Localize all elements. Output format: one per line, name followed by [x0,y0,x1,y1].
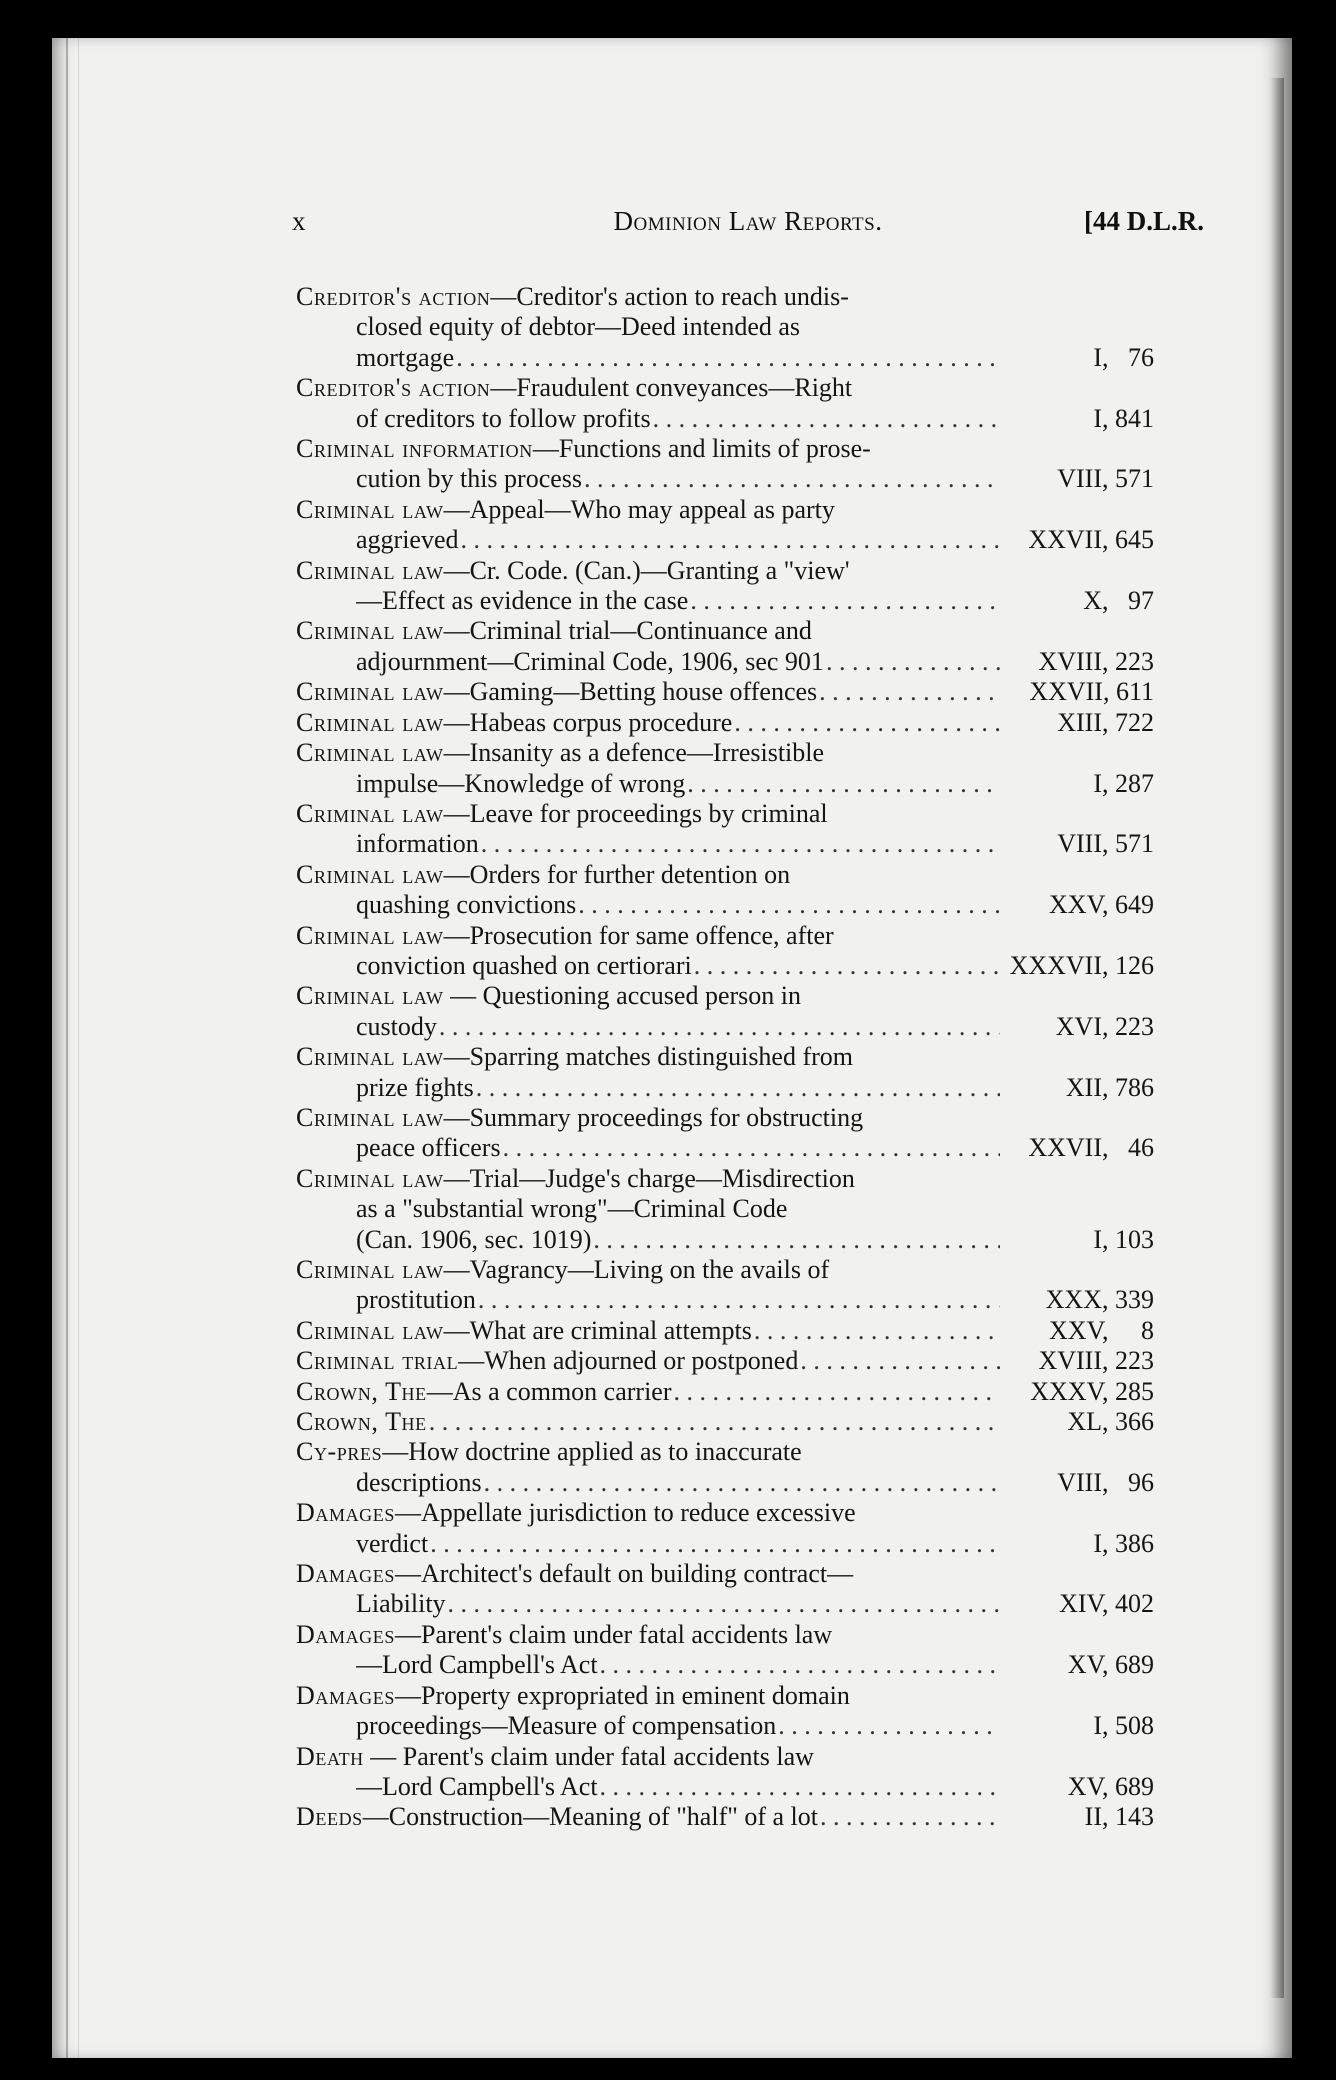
index-entry [296,495,1154,556]
entry-line-text: adjournment—Criminal Code, 1906, sec 901 [356,646,824,676]
volume-page-reference: I, 508 [1093,1711,1154,1741]
entry-line-text: —Fraudulent conveyances—Right [490,373,853,403]
entry-line [296,1377,1000,1407]
dot-leader [752,1316,1000,1346]
volume-page-reference: XXV, 8 [1049,1315,1154,1345]
entry-heading: Criminal law [296,859,444,889]
entry-line [356,312,1000,342]
entry-line [356,1073,1000,1103]
entry-line-text: —Prosecution for same offence, after [443,920,834,950]
entry-heading: Criminal law [296,616,444,646]
volume-page-reference: XL, 366 [1067,1407,1154,1437]
entry-heading: Cy-pres [296,1437,383,1467]
dot-leader [732,708,1000,738]
entry-text [296,495,1000,556]
volume-page-reference: XV, 689 [1067,1650,1154,1680]
entry-heading: Criminal information [296,434,533,464]
entry-line [296,495,1000,525]
dot-leader [479,829,1000,859]
dot-leader [598,1772,1000,1802]
index-entry [296,282,1154,373]
entry-line-text: —Property expropriated in eminent domain [394,1680,850,1710]
dot-leader [437,1012,1000,1042]
entry-line [356,1194,1000,1224]
entry-line [356,829,1000,859]
entry-line [296,1346,1000,1376]
entry-line [296,373,1000,403]
volume-page-reference: XVIII, 223 [1038,1346,1154,1376]
entry-heading: Death [296,1741,364,1771]
entry-text [296,373,1000,434]
entry-heading: Criminal law [296,1102,444,1132]
entry-line-text: verdict [356,1528,429,1558]
entry-line-text: aggrieved [356,525,459,555]
entry-heading: Criminal law [296,1255,444,1284]
entry-line-text: —Architect's default on building contract— [394,1559,854,1589]
entry-text [296,556,1000,617]
index-entry [296,1407,1154,1437]
entry-line-text: —Vagrancy—Living on the avails of [443,1255,830,1284]
index-entry [296,738,1154,799]
index-entry [296,556,1154,617]
index-entry [296,677,1154,707]
dot-leader [798,1346,1000,1376]
entry-text [296,282,1000,373]
entry-line-text: quashing convictions [356,890,577,920]
entry-text [296,1316,1000,1346]
entry-line-text: —What are criminal attempts [443,1315,752,1345]
index-entry [296,1802,1154,1832]
index-entry [296,1559,1154,1620]
dot-leader [598,1650,1000,1680]
entry-line-text: information [356,829,479,859]
index-entry [296,1498,1154,1559]
entry-heading: Criminal law [296,920,444,950]
entry-line [296,860,1000,890]
entry-heading: Criminal law [296,555,444,585]
entry-heading: Criminal law [296,981,444,1011]
entry-line [356,586,1000,616]
entry-line [296,1498,1000,1528]
index-entry [296,860,1154,921]
entry-line-text: —Sparring matches distinguished from [443,1042,854,1072]
index-entry [296,1164,1154,1255]
dot-leader [446,1589,1000,1619]
entry-line-text: of creditors to follow profits [356,403,651,433]
entry-line [296,921,1000,951]
dot-leader [817,677,1000,707]
running-title: Dominion Law Reports. [613,206,883,236]
index-entry [296,434,1154,495]
volume-page-reference: VIII, 571 [1057,829,1154,859]
volume-page-reference: I, 76 [1093,342,1154,372]
entry-line [356,1589,1000,1619]
entry-heading: Criminal trial [296,1346,459,1376]
entry-line [296,1681,1000,1711]
entry-line-text: —Lord Campbell's Act [356,1771,598,1801]
entry-line [296,1164,1000,1194]
entry-heading: Criminal law [296,677,444,707]
entry-heading: Creditor's action [296,373,491,403]
volume-page-reference: XII, 786 [1065,1072,1154,1102]
dot-leader [824,647,1000,677]
volume-page-reference: XXVII, 46 [1028,1133,1154,1163]
dot-leader [454,343,1000,373]
entry-text [296,1164,1000,1255]
volume-page-reference: XXV, 649 [1049,890,1154,920]
entry-line-text: closed equity of debtor—Deed intended as [356,312,801,342]
index-entry [296,1377,1154,1407]
dot-leader [688,586,1000,616]
entry-line-text: mortgage [356,342,455,372]
volume-page-reference: XIII, 722 [1057,707,1154,737]
entry-line [356,951,1000,981]
entry-line-text: proceedings—Measure of compensation [356,1711,777,1741]
entry-line [296,1437,1000,1467]
dot-leader [476,1285,1000,1315]
volume-page-reference: XXXV, 285 [1030,1376,1154,1406]
entry-line [356,1529,1000,1559]
entry-line [296,434,1000,464]
entry-line [296,677,1000,707]
entry-heading: Crown, The [296,1407,427,1437]
page-number: x [292,206,306,236]
index-entry [296,708,1154,738]
entry-line [356,1772,1000,1802]
entry-line-text: —Appeal—Who may appeal as party [443,494,835,524]
entry-line [296,1559,1000,1589]
dot-leader [672,1377,1001,1407]
index-entry [296,373,1154,434]
entry-line-text: —Habeas corpus procedure [443,707,733,737]
index-entry [296,1437,1154,1498]
entry-heading: Criminal law [296,1042,444,1072]
entry-line [296,1255,1000,1285]
volume-page-reference: XXXVII, 126 [1009,950,1154,980]
entry-line [296,981,1000,1011]
entry-line [296,1316,1000,1346]
entry-heading: Criminal law [296,798,444,828]
volume-page-reference: I, 287 [1093,768,1154,798]
entry-line-text: —Orders for further detention on [443,859,791,889]
entry-line [356,769,1000,799]
index-entry [296,1681,1154,1742]
entry-line-text: as a "substantial wrong"—Criminal Code [356,1194,788,1224]
entry-heading: Creditor's action [296,282,491,311]
dot-leader [685,769,1000,799]
entry-line [356,647,1000,677]
entry-line [296,1620,1000,1650]
index-entry [296,1255,1154,1316]
volume-page-reference: I, 386 [1093,1528,1154,1558]
entry-line [296,1742,1000,1772]
entry-heading: Criminal law [296,494,444,524]
index-entry [296,1316,1154,1346]
entry-line [356,464,1000,494]
entry-text [296,1042,1000,1103]
entry-text [296,738,1000,799]
entry-line-text: —Parent's claim under fatal accidents law [394,1619,833,1649]
entry-line-text: —As a common carrier [426,1376,672,1406]
entry-heading: Damages [296,1559,395,1589]
entry-line-text: cution by this process [356,464,583,494]
index-entry [296,981,1154,1042]
volume-page-reference: II, 143 [1084,1802,1154,1832]
dot-leader [692,951,1000,981]
entry-line [296,1407,1000,1437]
dot-leader [459,525,1000,555]
entry-line-text: descriptions [356,1467,482,1497]
entry-text [296,708,1000,738]
entry-line [296,556,1000,586]
dot-leader [428,1529,1000,1559]
entry-text [296,1437,1000,1498]
entry-line-text: —Insanity as a defence—Irresistible [443,738,825,768]
dot-leader [427,1407,1000,1437]
dot-leader [818,1802,1000,1832]
index-entry [296,1620,1154,1681]
entry-line-text: custody [356,1011,437,1041]
dot-leader [776,1711,1000,1741]
entry-line [356,343,1000,373]
entry-heading: Damages [296,1619,395,1649]
entry-heading: Damages [296,1680,395,1710]
entry-line-text: —When adjourned or postponed [458,1346,799,1376]
entry-text [296,616,1000,677]
entry-line [356,1133,1000,1163]
entry-line-text: —Construction—Meaning of "half" of a lot [362,1802,818,1832]
entry-line-text: — Parent's claim under fatal accidents law [363,1741,814,1771]
volume-page-reference: XXVII, 645 [1028,525,1154,555]
entry-line [296,738,1000,768]
entry-line-text: impulse—Knowledge of wrong [356,768,686,798]
entry-line [356,1711,1000,1741]
volume-page-reference: XVI, 223 [1055,1011,1154,1041]
entry-heading: Criminal law [296,1163,444,1193]
entry-line [356,890,1000,920]
index-entry [296,1042,1154,1103]
volume-page-reference: I, 103 [1093,1224,1154,1254]
entry-text [296,1742,1000,1803]
entry-text [296,434,1000,495]
entry-text [296,1255,1000,1316]
dot-leader [591,1225,1000,1255]
entry-line-text: —Functions and limits of prose- [532,434,871,464]
entry-line-text: prostitution [356,1285,476,1315]
entry-line [296,799,1000,829]
entry-heading: Crown, The [296,1376,427,1406]
entry-heading: Criminal law [296,1315,444,1345]
entry-line [356,1285,1000,1315]
entry-line [356,525,1000,555]
volume-page-reference: XV, 689 [1067,1771,1154,1801]
entry-line-text: —Trial—Judge's charge—Misdirection [443,1163,855,1193]
entry-line [296,1042,1000,1072]
volume-page-reference: X, 97 [1083,586,1154,616]
entry-text [296,1559,1000,1620]
index-entry [296,799,1154,860]
entry-line-text: —Leave for proceedings by criminal [443,798,828,828]
entry-line [296,1103,1000,1133]
volume-page-reference: XXX, 339 [1045,1285,1154,1315]
index-entry [296,1103,1154,1164]
dot-leader [474,1073,1000,1103]
entry-text [296,1407,1000,1437]
entry-text [296,981,1000,1042]
volume-reference: [44 D.L.R. [1084,206,1204,236]
entry-text [296,799,1000,860]
volume-page-reference: VIII, 571 [1057,464,1154,494]
entry-line-text: —Criminal trial—Continuance and [443,616,812,646]
entry-line [296,616,1000,646]
volume-page-reference: XIV, 402 [1059,1589,1154,1619]
entry-text [296,921,1000,982]
dot-leader [582,464,1000,494]
entry-line-text: —Appellate jurisdiction to reduce excessive [394,1498,856,1528]
entry-text [296,677,1000,707]
entry-line-text: (Can. 1906, sec. 1019) [356,1224,592,1254]
page-header [292,206,1204,246]
index-entry [296,1346,1154,1376]
entry-line [356,1225,1000,1255]
entry-heading: Criminal law [296,707,444,737]
entry-line-text: Liability [356,1589,446,1619]
index-entries-list [296,282,1154,1833]
entry-line-text: —Gaming—Betting house offences [443,677,818,707]
entry-line-text: peace officers [356,1133,501,1163]
entry-line-text: —Summary proceedings for obstructing [443,1102,864,1132]
entry-line [296,282,1000,312]
entry-line [356,1468,1000,1498]
entry-line [356,1650,1000,1680]
entry-text [296,1498,1000,1559]
volume-page-reference: XXVII, 611 [1029,677,1154,707]
entry-line-text: —Effect as evidence in the case [356,586,689,616]
dot-leader [576,890,1000,920]
entry-line [356,404,1000,434]
volume-page-reference: XVIII, 223 [1038,646,1154,676]
entry-line-text: —Cr. Code. (Can.)—Granting a "view' [443,555,850,585]
entry-line-text: —How doctrine applied as to inaccurate [382,1437,802,1467]
entry-text [296,1620,1000,1681]
entry-heading: Damages [296,1498,395,1528]
entry-line [356,1012,1000,1042]
entry-line-text: conviction quashed on certiorari [356,950,692,980]
entry-text [296,1377,1000,1407]
entry-line-text: prize fights [356,1072,474,1102]
entry-heading: Criminal law [296,738,444,768]
entry-text [296,1681,1000,1742]
entry-text [296,1103,1000,1164]
volume-page-reference: VIII, 96 [1057,1467,1154,1497]
index-entry [296,921,1154,982]
entry-text [296,1346,1000,1376]
dot-leader [482,1468,1000,1498]
dot-leader [651,404,1000,434]
entry-line-text: — Questioning accused person in [443,981,802,1011]
entry-line-text: —Lord Campbell's Act [356,1650,598,1680]
entry-line-text: —Creditor's action to reach undis- [490,282,849,311]
volume-page-reference: I, 841 [1093,403,1154,433]
dot-leader [501,1133,1000,1163]
entry-text [296,860,1000,921]
entry-line [296,1802,1000,1832]
index-entry [296,616,1154,677]
entry-heading: Deeds [296,1802,363,1832]
entry-text [296,1802,1000,1832]
index-entry [296,1742,1154,1803]
entry-line [296,708,1000,738]
